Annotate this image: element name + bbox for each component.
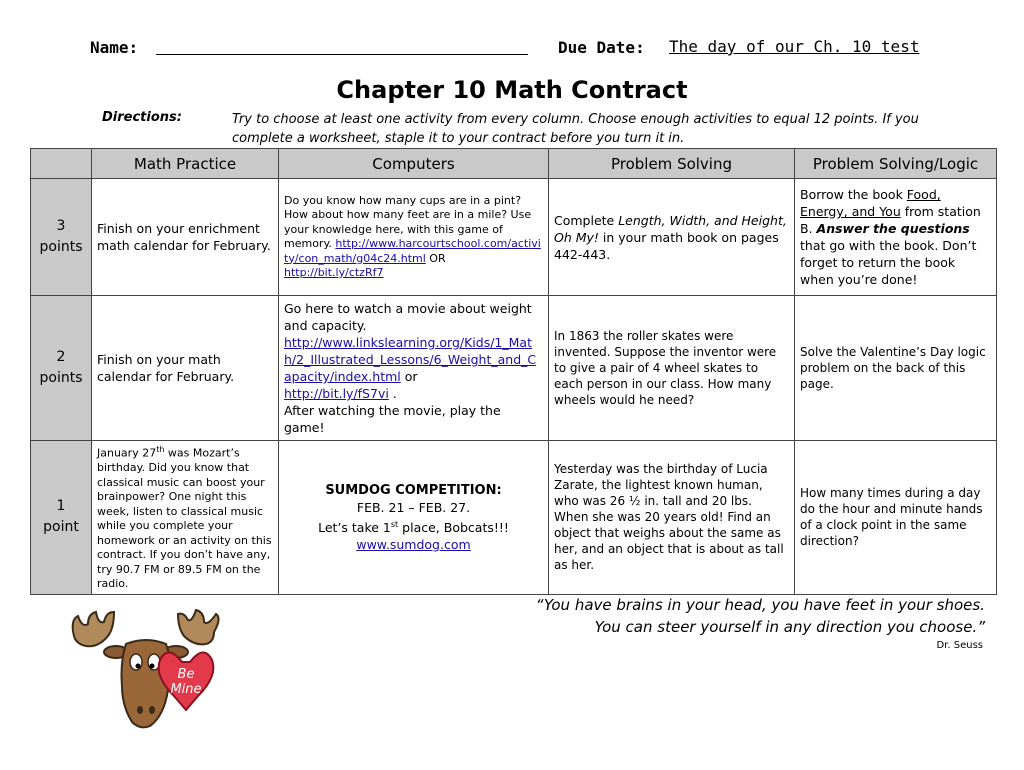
bitly-link[interactable]: http://bit.ly/fS7vi [284, 386, 389, 401]
heart-text-mine: Mine [170, 682, 202, 697]
logic-cell [795, 179, 997, 296]
points-unit: point [43, 519, 79, 536]
sumdog-dates: FEB. 21 – FEB. 27. [356, 499, 471, 515]
harcourt-link[interactable]: http://www.harcourtschool.com/activity/con_math/g04c24.html [284, 237, 541, 265]
header [0, 36, 1024, 60]
bitly-link[interactable]: http://bit.ly/ctzRf7 [284, 266, 384, 279]
ps-pre: Complete [554, 212, 619, 228]
directions-text: Try to choose at least one activity from every column. Choose enough activities to equal 12 points. If you complete a worksheet, staple it to your contract before you turn it in. [232, 112, 919, 146]
points-cell [31, 296, 92, 441]
math-practice-cell: Finish on your enrichment math calendar for February. [92, 179, 279, 296]
due-date-label: Due Date: [558, 38, 645, 57]
mozart-pre: January 27 [97, 446, 157, 460]
quote [470, 594, 985, 638]
sumdog-link[interactable]: www.sumdog.com [356, 536, 471, 552]
points-cell [31, 179, 92, 296]
logic-cell: How many times during a day do the hour and minute hands of a clock point in the same direction? [795, 441, 997, 595]
sumdog-line-pre: Let’s take 1 [318, 519, 391, 535]
problem-solving-cell: In 1863 the roller skates were invented. Suppose the inventor were to give a pair of 4 wheel skates to each person in our class. How many wheels would he need? [549, 296, 795, 441]
table-row [31, 179, 997, 296]
mozart-post: was Mozart’s birthday. Did you know that classical music can boost your brainpower? One night this week, listen to classical music while you complete your homework or an activity on this contract. If you don’t have any, try 90.7 FM or 89.5 FM on the radio. [97, 446, 272, 591]
table-header-row [31, 149, 997, 179]
logic-bold: Answer the questions [816, 221, 970, 236]
sumdog-line [284, 516, 543, 536]
logic-mid: from station B. [800, 204, 981, 236]
computers-text: Do you know how many cups are in a pint? How about how many feet are in a mile? Use your knowledge here, with this game of memory. [284, 193, 532, 250]
ps-post: in your math book on pages 442-443. [554, 229, 779, 262]
problem-solving-cell [549, 179, 795, 296]
contract-table [30, 148, 997, 595]
sumdog-line-sup: st [390, 519, 399, 529]
points-value: 2 [56, 349, 66, 365]
name-label: Name: [90, 38, 139, 57]
mozart-sup: th [156, 445, 165, 454]
column-header: Problem Solving [549, 149, 795, 179]
computers-cell [279, 296, 549, 441]
ps-book-title: Length, Width, and Height, Oh My! [554, 212, 787, 245]
directions-label: Directions: [102, 110, 182, 125]
logic-pre: Borrow the book [800, 187, 907, 202]
due-date-value: The day of our Ch. 10 test [669, 37, 920, 56]
problem-solving-cell: Yesterday was the birthday of Lucia Zarate, the lightest known human, who was 26 ½ in. tall and 20 lbs. When she was 20 years old! Find an object that weighs about the same as her, and an object that is about as tall as her. [549, 441, 795, 595]
computers-cell [279, 179, 549, 296]
column-header: Computers [279, 149, 549, 179]
points-value: 3 [56, 218, 66, 234]
or-text: OR [425, 251, 446, 265]
heart-text-be: Be [177, 667, 195, 682]
quote-line-1: “You have brains in your head, you have feet in your shoes. [535, 596, 985, 614]
quote-line-2: You can steer yourself in any direction you choose.” [594, 618, 985, 636]
points-cell [31, 441, 92, 595]
quote-author: Dr. Seuss [936, 640, 983, 651]
moose-valentine-icon [64, 606, 244, 736]
linkslearning-link[interactable]: http://www.linkslearning.org/Kids/1_Math/2_Illustrated_Lessons/6_Weight_and_Capacity/index.html [284, 335, 537, 384]
computers-outro: After watching the movie, play the game! [284, 403, 501, 435]
points-value: 1 [56, 498, 66, 515]
table-row [31, 441, 997, 595]
computers-intro: Go here to watch a movie about weight and capacity. [284, 301, 532, 333]
column-header: Problem Solving/Logic [795, 149, 997, 179]
period-text: . [388, 386, 397, 401]
logic-post: that go with the book. Don’t forget to return the book when you’re done! [800, 238, 977, 287]
points-unit: points [39, 239, 83, 255]
name-field[interactable] [156, 54, 528, 55]
page-title: Chapter 10 Math Contract [336, 76, 688, 104]
math-practice-cell [92, 441, 279, 595]
column-header: Math Practice [92, 149, 279, 179]
math-practice-cell: Finish on your math calendar for February. [92, 296, 279, 441]
logic-cell: Solve the Valentine’s Day logic problem on the back of this page. [795, 296, 997, 441]
sumdog-line-post: place, Bobcats!!! [398, 519, 509, 535]
sumdog-title: SUMDOG COMPETITION: [325, 482, 502, 498]
or-text: or [400, 369, 418, 384]
logic-book-title: Food, Energy, and You [800, 187, 941, 219]
corner-cell [31, 149, 92, 179]
points-unit: points [39, 370, 83, 386]
table-row [31, 296, 997, 441]
computers-cell [279, 441, 549, 595]
